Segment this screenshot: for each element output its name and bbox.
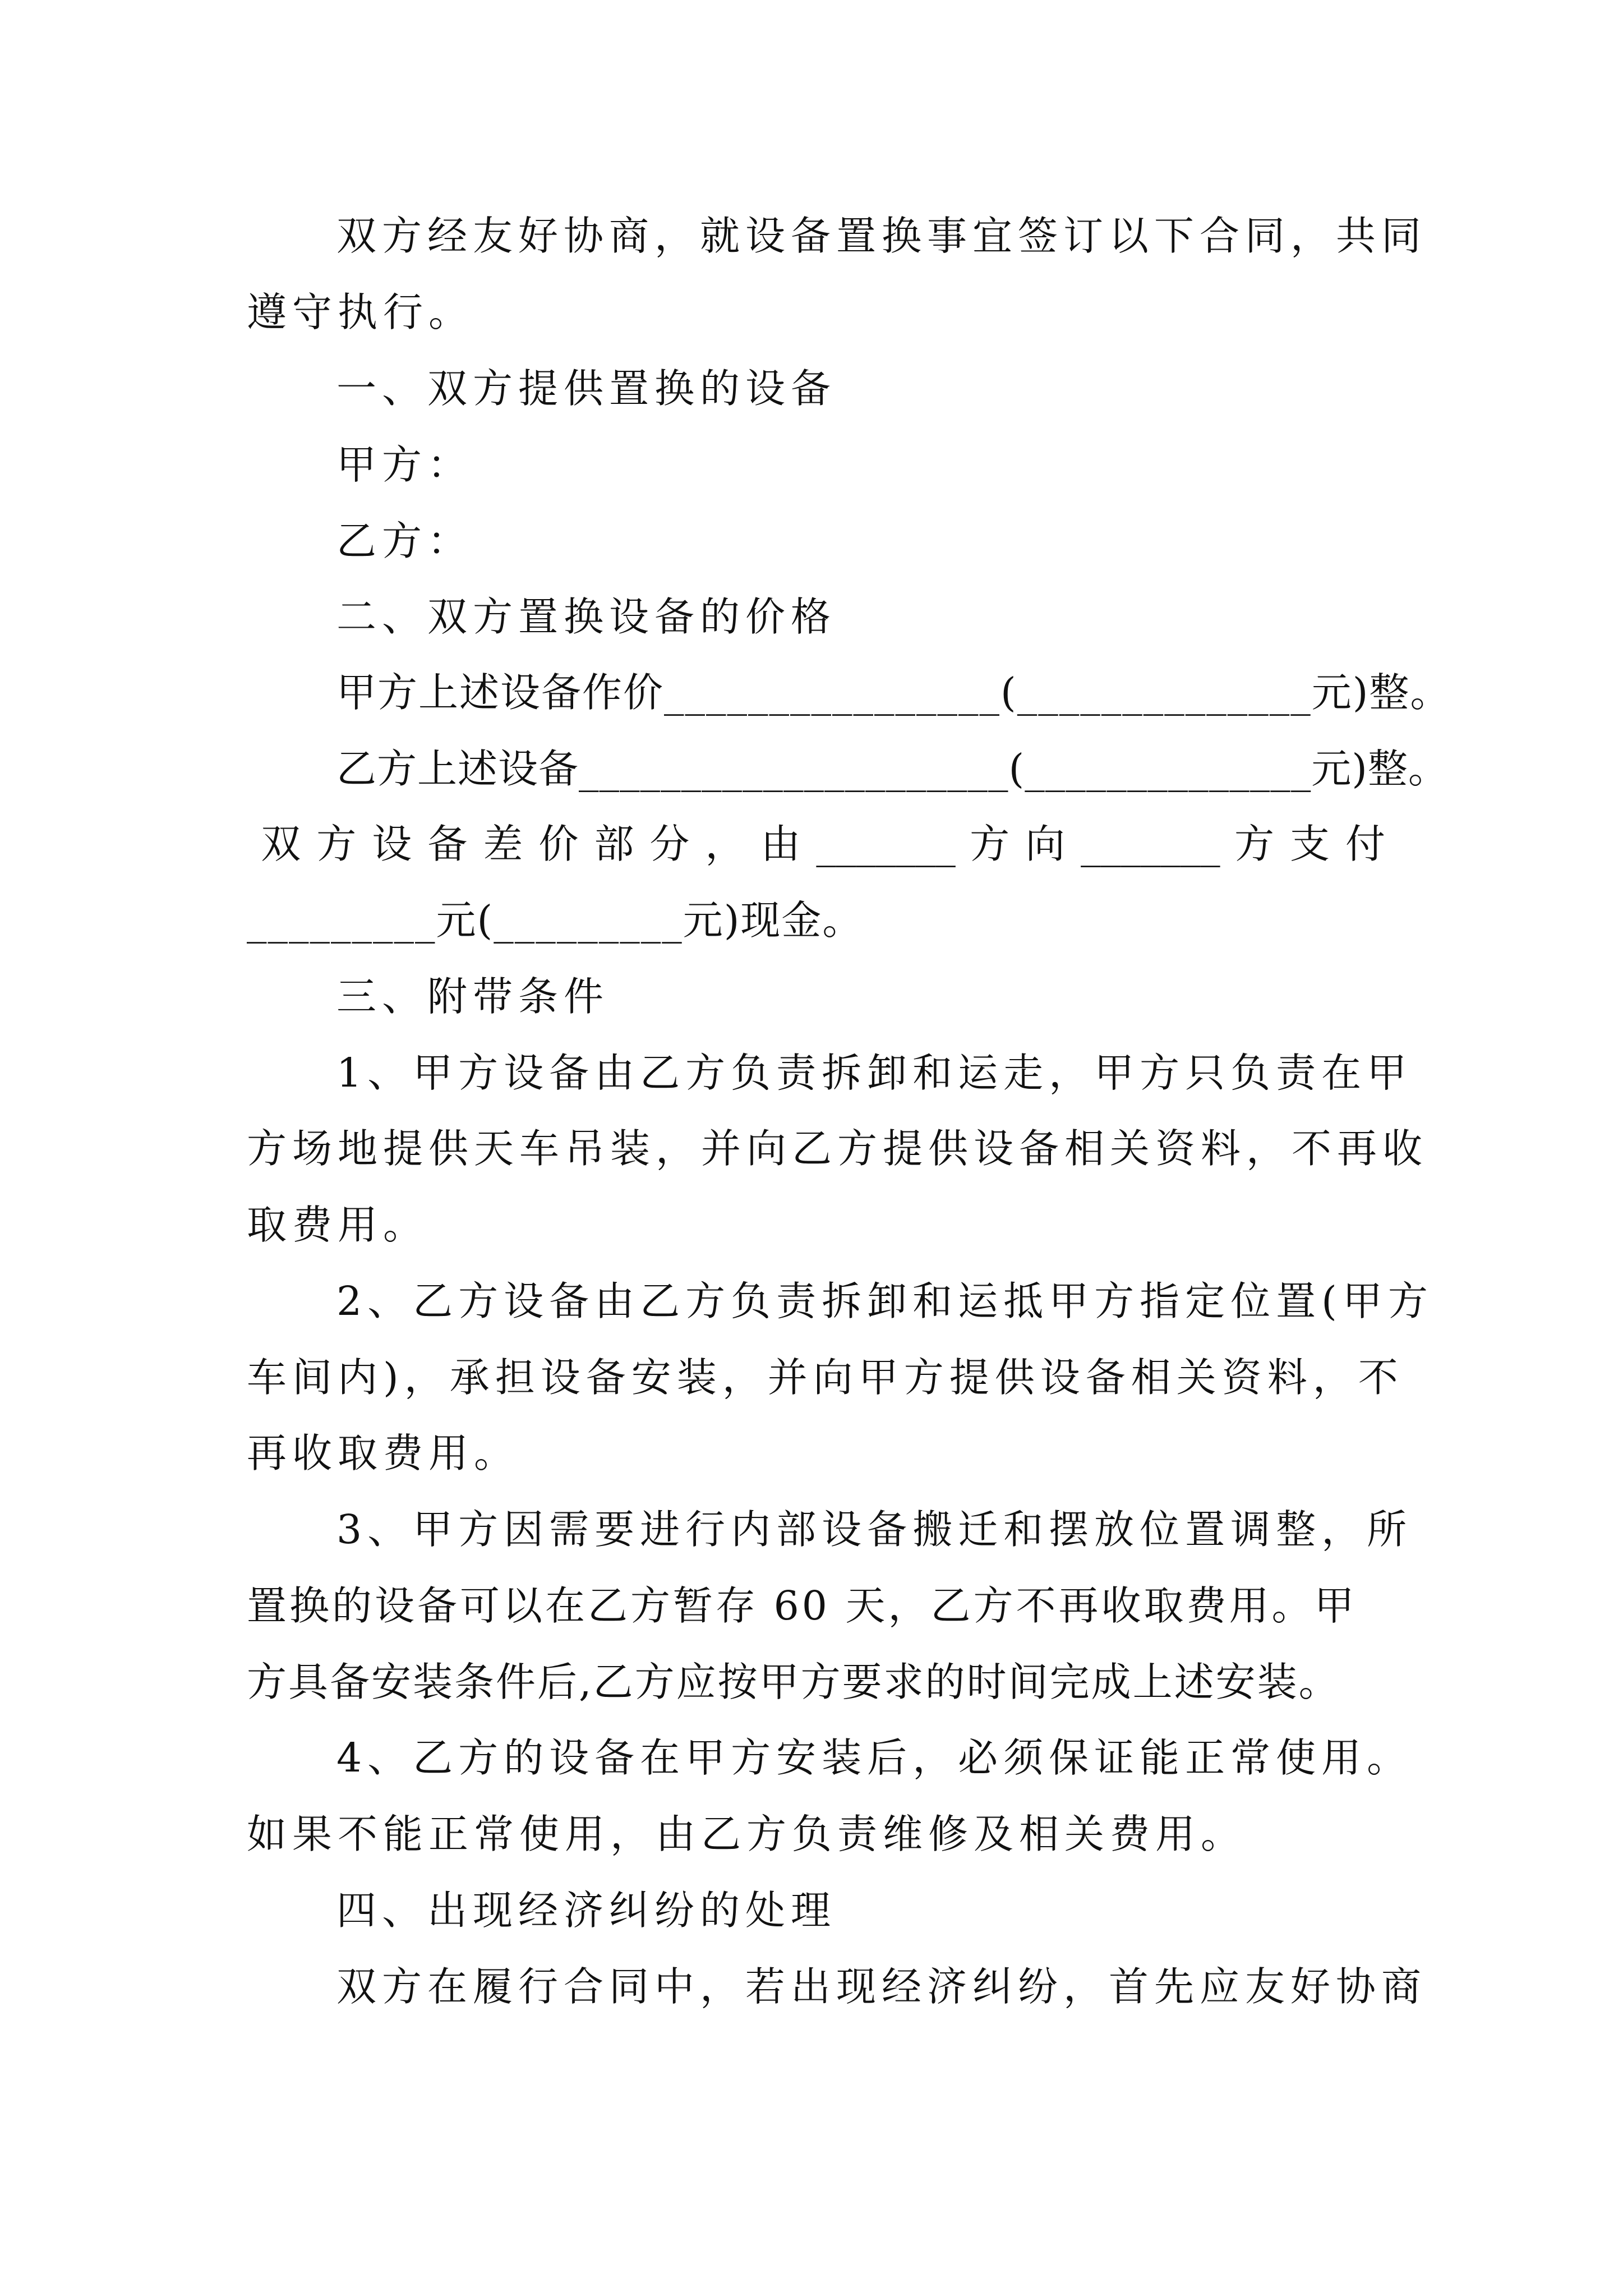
section-heading: 二、双方置换设备的价格: [336, 593, 837, 640]
clause-line: 3、甲方因需要进行内部设备搬迁和摆放位置调整，所: [336, 1506, 1413, 1553]
clause-line: 1、甲方设备由乙方负责拆卸和运走，甲方只负责在甲: [336, 1050, 1413, 1096]
clause-line: 4、乙方的设备在甲方安装后，必须保证能正常使用。: [336, 1734, 1413, 1781]
party-a-label: 甲方：: [336, 441, 473, 488]
paragraph-line: 双方在履行合同中，若出现经济纠纷，首先应友好协商: [336, 1963, 1427, 2010]
clause-line: 取费用。: [247, 1202, 429, 1248]
clause-line: 再收取费用。: [247, 1430, 520, 1476]
section-heading: 四、出现经济纠纷的处理: [336, 1887, 837, 1934]
clause-line: 如果不能正常使用，由乙方负责维修及相关费用。: [247, 1811, 1247, 1857]
clause-line: 方场地提供天车吊装，并向乙方提供设备相关资料，不再收: [247, 1125, 1428, 1172]
party-b-label: 乙方：: [336, 518, 473, 564]
paragraph-line: 双方经友好协商，就设备置换事宜签订以下合同，共同: [336, 213, 1427, 259]
price-line-a: 甲方上述设备作价________________(______________元)整。: [336, 669, 1451, 716]
paragraph-line: 遵守执行。: [247, 289, 474, 335]
price-difference-line: _________元(_________元)现金。: [247, 897, 864, 944]
section-heading: 一、双方提供置换的设备: [336, 365, 837, 412]
clause-line: 2、乙方设备由乙方负责拆卸和运抵甲方指定位置(甲方: [336, 1278, 1433, 1324]
section-heading: 三、附带条件: [336, 973, 610, 1020]
clause-line: 置换的设备可以在乙方暂存 60 天，乙方不再收取费用。甲: [247, 1582, 1357, 1629]
clause-line: 车间内)，承担设备安装，并向甲方提供设备相关资料，不: [247, 1354, 1404, 1401]
price-difference-line: 双 方 设 备 差 价 部 分 ， 由 _______ 方 向 _______ 方 支 付: [247, 821, 1385, 867]
price-line-b: 乙方上述设备_____________________(______________元)整。: [336, 746, 1449, 792]
clause-line: 方具备安装条件后,乙方应按甲方要求的时间完成上述安装。: [247, 1659, 1340, 1705]
